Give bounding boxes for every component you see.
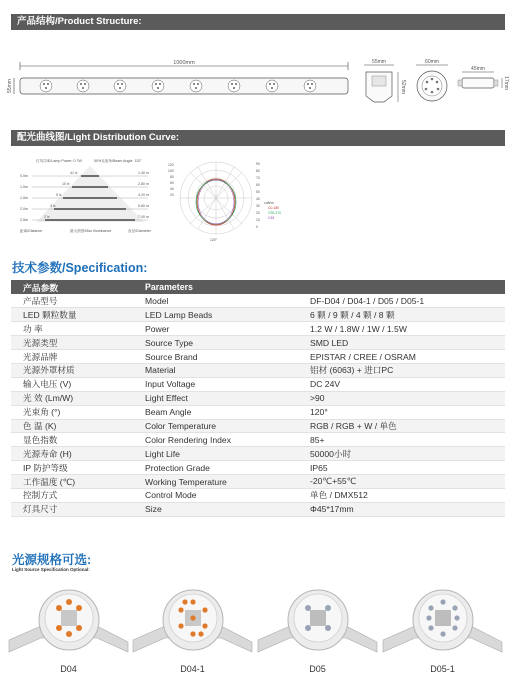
distance-4: 2.0m — [20, 207, 28, 211]
structure-section-header: 产品结构/Product Structure: — [11, 14, 505, 30]
svg-text:60: 60 — [256, 183, 260, 187]
diameter-axis-label: 直径/Diameter — [128, 229, 151, 233]
svg-text:80: 80 — [256, 169, 260, 173]
product-photo-d05 — [260, 580, 375, 658]
side-height-dimension: 52mm — [400, 80, 406, 94]
table-row: 显色指数 Color Rendering Index 85+ — [11, 433, 505, 447]
legend-c90: C90-270 — [268, 211, 282, 215]
beam-angle-label: 50%光束角/Beam Angle: 120° — [94, 159, 142, 163]
svg-text:90: 90 — [256, 162, 260, 166]
table-row: 光源寿命 (H) Light Life 50000小时 — [11, 447, 505, 461]
distance-5: 2.5m — [20, 218, 28, 222]
lux-1: 41 lx — [70, 171, 78, 175]
height-dimension: 55mm — [7, 79, 13, 93]
table-row: 光源类型 Source Type SMD LED — [11, 336, 505, 350]
diameter-4: 5.60 m — [138, 204, 149, 208]
side-profile-drawing — [360, 56, 408, 106]
product-photo-d04-1 — [135, 580, 250, 658]
lamp-power-label: 灯具功率/Lamp Power: 0.7W — [36, 159, 82, 163]
spec-header-en: Parameters — [133, 280, 298, 294]
distance-3: 1.5m — [20, 196, 28, 200]
product-label-d05-1: D05-1 — [430, 664, 455, 674]
product-label-d04-1: D04-1 — [180, 664, 205, 674]
legend-c0: C0-180 — [268, 206, 280, 210]
distance-axis-label: 距离/Distance — [20, 229, 43, 233]
curve-section-header: 配光曲线图/Light Distribution Curve: — [11, 130, 505, 146]
svg-text:40: 40 — [256, 197, 260, 201]
table-row: 光束角 (°) Beam Angle 120° — [11, 405, 505, 419]
spec-header-value — [298, 280, 505, 294]
lux-4: 3 lx — [50, 204, 56, 208]
table-row: 灯具尺寸 Size Φ45*17mm — [11, 502, 505, 516]
table-row: 输入电压 (V) Input Voltage DC 24V — [11, 377, 505, 391]
svg-text:120: 120 — [168, 163, 174, 167]
svg-text:70: 70 — [256, 176, 260, 180]
front-view-drawing — [412, 56, 452, 106]
front-width-dimension: 60mm — [425, 59, 439, 65]
product-label-d05: D05 — [309, 664, 326, 674]
table-row: 工作温度 (℃) Working Temperature -20℃+55℃ — [11, 475, 505, 489]
table-row: 色 温 (K) Color Temperature RGB / RGB + W / 单色 — [11, 419, 505, 433]
lux-5: 2 lx — [44, 215, 50, 219]
diameter-2: 2.80 m — [138, 182, 149, 186]
table-row: 控制方式 Control Mode 单色 / DMX512 — [11, 488, 505, 502]
table-row: 光源外罩材质 Material 铝材 (6063) + 进口PC — [11, 363, 505, 377]
svg-text:50: 50 — [256, 190, 260, 194]
optional-section-title: 光源规格可选: — [12, 553, 92, 567]
svg-text:60: 60 — [170, 181, 174, 185]
product-photo-d04 — [11, 580, 126, 658]
lux-2: 10 lx — [62, 182, 70, 186]
product-photo-d05-1 — [385, 580, 500, 658]
table-row: IP 防护等级 Protection Grade IP65 — [11, 461, 505, 475]
table-row: 光 效 (Lm/W) Light Effect >90 — [11, 391, 505, 405]
svg-text:80: 80 — [170, 175, 174, 179]
svg-text:10: 10 — [256, 218, 260, 222]
side-strip-drawing — [8, 56, 360, 106]
table-row: LED 颗粒数量 LED Lamp Beads 6 颗 / 9 颗 / 4 颗 / 8 颗 — [11, 308, 505, 322]
top-width-dimension: 45mm — [471, 66, 485, 72]
svg-text:30: 30 — [256, 204, 260, 208]
diameter-5: 7.00 m — [138, 215, 149, 219]
legend-c45: C45 — [268, 216, 275, 220]
top-view-drawing — [456, 56, 508, 106]
spec-header-cn: 产品参数 — [11, 280, 133, 294]
length-dimension: 1000mm — [173, 60, 195, 66]
table-row: 产品型号 Model DF-D04 / D04-1 / D05 / D05-1 — [11, 294, 505, 308]
lux-3: 5 lx — [56, 193, 62, 197]
distance-2: 1.0m — [20, 185, 28, 189]
illuminance-cone-chart — [18, 156, 166, 238]
spec-header-row — [11, 280, 505, 294]
polar-distribution-chart — [168, 160, 298, 244]
legend-title: cd/klm — [264, 201, 274, 205]
optional-section-subtitle: Light Source Specification Optional: — [12, 567, 90, 572]
top-height-dimension: 17mm — [503, 76, 509, 90]
polar-angle-label: 120° — [210, 238, 218, 242]
distance-1: 0.5m — [20, 174, 28, 178]
svg-text:40: 40 — [170, 187, 174, 191]
svg-text:100: 100 — [168, 169, 174, 173]
max-lux-axis-label: 最大照度/Max Illuminance — [70, 229, 112, 233]
table-row: 光源品牌 Source Brand EPISTAR / CREE / OSRAM — [11, 350, 505, 364]
svg-text:20: 20 — [170, 193, 174, 197]
spec-table — [11, 280, 505, 517]
svg-text:0: 0 — [256, 225, 258, 229]
spec-section-title: 技术参数/Specification: — [12, 261, 148, 275]
diameter-3: 4.20 m — [138, 193, 149, 197]
svg-text:20: 20 — [256, 211, 260, 215]
diameter-1: 1.40 m — [138, 171, 149, 175]
product-label-d04: D04 — [60, 664, 77, 674]
side-width-dimension: 55mm — [372, 59, 386, 65]
table-row: 功 率 Power 1.2 W / 1.8W / 1W / 1.5W — [11, 322, 505, 336]
